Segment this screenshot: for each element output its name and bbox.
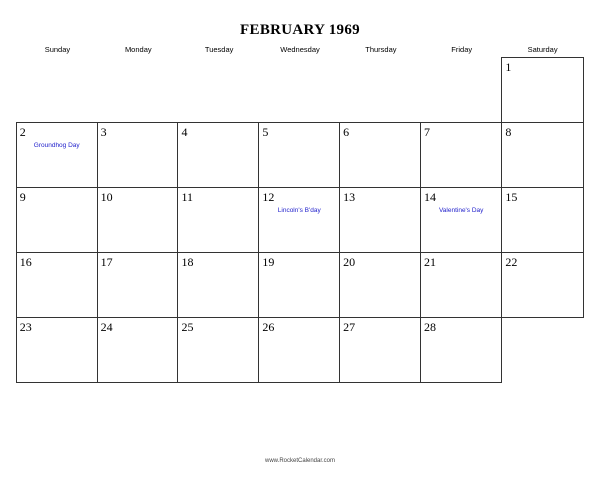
day-cell[interactable] <box>421 188 502 253</box>
day-number: 24 <box>100 320 113 334</box>
day-number: 9 <box>19 190 26 204</box>
day-cell[interactable] <box>178 318 259 383</box>
day-number: 17 <box>100 255 113 269</box>
day-number: 27 <box>343 320 356 334</box>
day-number: 22 <box>505 255 518 269</box>
day-cell[interactable] <box>97 318 178 383</box>
weekday-label-sunday: Sunday <box>44 45 71 54</box>
day-cell[interactable] <box>340 253 421 318</box>
day-cell[interactable] <box>502 58 584 123</box>
calendar-week-row <box>16 188 583 253</box>
day-cell[interactable] <box>97 253 178 318</box>
day-number: 23 <box>19 320 32 334</box>
day-number: 12 <box>262 190 275 204</box>
day-number: 14 <box>424 190 437 204</box>
day-cell <box>178 58 259 123</box>
day-number: 28 <box>424 320 437 334</box>
weekday-label-monday: Monday <box>124 45 152 54</box>
day-cell[interactable] <box>421 123 502 188</box>
day-number: 3 <box>100 125 107 139</box>
day-cell[interactable] <box>16 318 97 383</box>
day-number: 19 <box>262 255 275 269</box>
day-number: 26 <box>262 320 275 334</box>
calendar-page <box>0 22 600 486</box>
day-number: 20 <box>343 255 356 269</box>
day-number: 6 <box>343 125 350 139</box>
day-cell[interactable] <box>259 253 340 318</box>
day-number: 15 <box>505 190 518 204</box>
day-cell[interactable] <box>421 318 502 383</box>
day-number: 5 <box>262 125 269 139</box>
day-cell[interactable] <box>178 188 259 253</box>
day-event: Valentine's Day <box>438 207 484 214</box>
day-cell[interactable] <box>340 318 421 383</box>
day-number: 13 <box>343 190 356 204</box>
day-number: 16 <box>19 255 32 269</box>
day-cell[interactable] <box>16 253 97 318</box>
day-cell[interactable] <box>502 253 584 318</box>
day-cell <box>16 58 97 123</box>
calendar-week-row <box>16 58 583 123</box>
day-number: 7 <box>424 125 431 139</box>
day-number: 10 <box>100 190 113 204</box>
weekday-header-row <box>17 45 583 57</box>
calendar-week-row <box>16 253 583 318</box>
day-cell <box>340 58 421 123</box>
day-cell[interactable] <box>502 188 584 253</box>
footer-credit[interactable]: www.RocketCalendar.com <box>264 458 336 464</box>
day-cell[interactable] <box>340 188 421 253</box>
day-cell <box>97 58 178 123</box>
weekday-label-saturday: Saturday <box>527 45 558 54</box>
page-title: FEBRUARY 1969 <box>240 22 360 38</box>
day-cell[interactable] <box>97 123 178 188</box>
weekday-label-tuesday: Tuesday <box>204 45 234 54</box>
day-cell[interactable] <box>16 188 97 253</box>
day-cell[interactable] <box>16 123 97 188</box>
day-number: 25 <box>181 320 194 334</box>
day-number: 1 <box>505 60 512 74</box>
day-cell[interactable] <box>97 188 178 253</box>
day-cell[interactable] <box>340 123 421 188</box>
calendar-grid <box>16 57 584 383</box>
calendar-week-row <box>16 123 583 188</box>
day-number: 18 <box>181 255 194 269</box>
weekday-label-thursday: Thursday <box>365 45 397 54</box>
day-number: 11 <box>181 190 194 204</box>
day-number: 8 <box>505 125 512 139</box>
day-cell[interactable] <box>421 253 502 318</box>
day-cell[interactable] <box>502 123 584 188</box>
weekday-label-wednesday: Wednesday <box>280 45 320 54</box>
day-event: Lincoln's B'day <box>277 207 321 214</box>
day-event: Groundhog Day <box>33 142 80 149</box>
day-number: 2 <box>19 125 26 139</box>
weekday-label-friday: Friday <box>451 45 473 54</box>
day-cell[interactable] <box>259 123 340 188</box>
day-cell <box>259 58 340 123</box>
day-number: 4 <box>181 125 188 139</box>
day-cell <box>502 318 584 383</box>
day-cell[interactable] <box>259 318 340 383</box>
calendar-week-row <box>16 318 583 383</box>
day-cell[interactable] <box>178 123 259 188</box>
day-number: 21 <box>424 255 437 269</box>
day-cell[interactable] <box>178 253 259 318</box>
day-cell <box>421 58 502 123</box>
day-cell[interactable] <box>259 188 340 253</box>
